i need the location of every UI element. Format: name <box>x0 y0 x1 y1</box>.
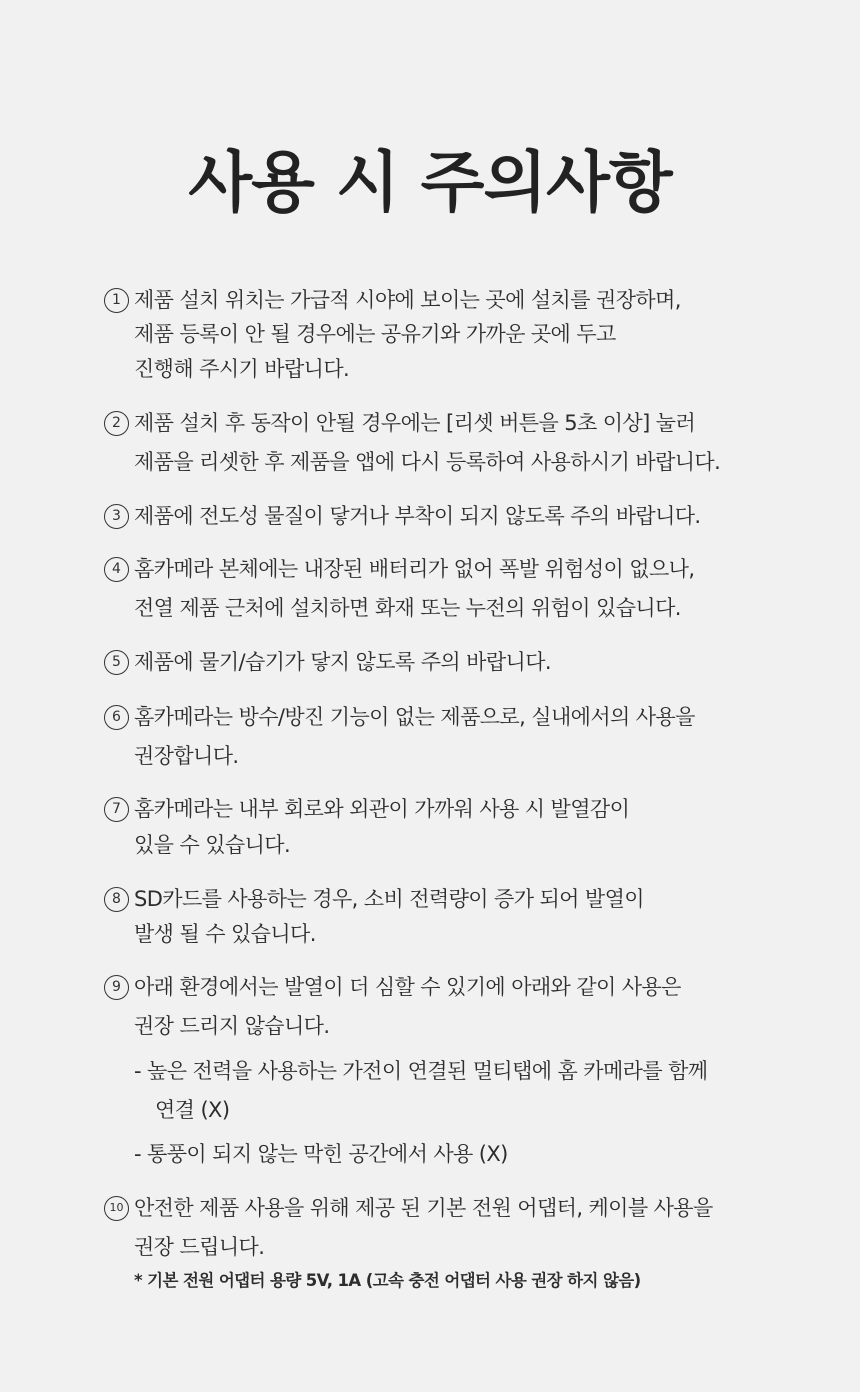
item-1-line-2: 제품 등록이 안 될 경우에는 공유기와 가까운 곳에 두고 <box>134 322 616 346</box>
number-3-icon: 3 <box>104 504 129 529</box>
item-9-line-1: 아래 환경에서는 발열이 더 심할 수 있기에 아래와 같이 사용은 <box>134 975 681 999</box>
item-2-line-2: 제품을 리셋한 후 제품을 앱에 다시 등록하여 사용하시기 바랍니다. <box>134 450 721 474</box>
number-1-icon: 1 <box>104 288 129 313</box>
page-title: 사용 시 주의사항 <box>188 144 672 221</box>
number-6-icon: 6 <box>104 705 129 730</box>
number-2-icon: 2 <box>104 411 129 436</box>
item-10-line-2: 권장 드립니다. <box>134 1235 265 1259</box>
item-8-line-1: SD카드를 사용하는 경우, 소비 전력량이 증가 되어 발열이 <box>134 887 644 911</box>
item-9-sub-1-line-2: 연결 (X) <box>155 1098 230 1122</box>
number-5-icon: 5 <box>104 650 129 675</box>
item-2-line-1: 제품 설치 후 동작이 안될 경우에는 [리셋 버튼을 5초 이상] 눌러 <box>134 411 696 435</box>
item-6-line-1: 홈카메라는 방수/방진 기능이 없는 제품으로, 실내에서의 사용을 <box>134 705 695 729</box>
item-10-line-1: 안전한 제품 사용을 위해 제공 된 기본 전원 어댑터, 케이블 사용을 <box>134 1196 713 1220</box>
item-7-line-2: 있을 수 있습니다. <box>134 833 291 857</box>
item-7-line-1: 홈카메라는 내부 회로와 외관이 가까워 사용 시 발열감이 <box>134 797 630 821</box>
adapter-note: * 기본 전원 어댑터 용량 5V, 1A (고속 충전 어댑터 사용 권장 하지 않음) <box>134 1271 641 1290</box>
item-3-line-1: 제품에 전도성 물질이 닿거나 부착이 되지 않도록 주의 바랍니다. <box>134 504 701 528</box>
item-9-sub-2-line-1: - 통풍이 되지 않는 막힌 공간에서 사용 (X) <box>134 1142 508 1166</box>
item-4-line-1: 홈카메라 본체에는 내장된 배터리가 없어 폭발 위험성이 없으나, <box>134 557 695 581</box>
item-5-line-1: 제품에 물기/습기가 닿지 않도록 주의 바랍니다. <box>134 650 551 674</box>
item-1-line-3: 진행해 주시기 바랍니다. <box>134 357 350 381</box>
number-10-icon: 10 <box>104 1196 129 1221</box>
item-1-line-1: 제품 설치 위치는 가급적 시야에 보이는 곳에 설치를 권장하며, <box>134 288 681 312</box>
item-6-line-2: 권장합니다. <box>134 744 239 768</box>
item-9-sub-1-line-1: - 높은 전력을 사용하는 가전이 연결된 멀티탭에 홈 카메라를 함께 <box>134 1059 708 1083</box>
item-4-line-2: 전열 제품 근처에 설치하면 화재 또는 누전의 위험이 있습니다. <box>134 596 681 620</box>
item-9-line-2: 권장 드리지 않습니다. <box>134 1014 330 1038</box>
number-4-icon: 4 <box>104 557 129 582</box>
number-7-icon: 7 <box>104 797 129 822</box>
number-8-icon: 8 <box>104 887 129 912</box>
number-9-icon: 9 <box>104 975 129 1000</box>
item-8-line-2: 발생 될 수 있습니다. <box>134 922 316 946</box>
